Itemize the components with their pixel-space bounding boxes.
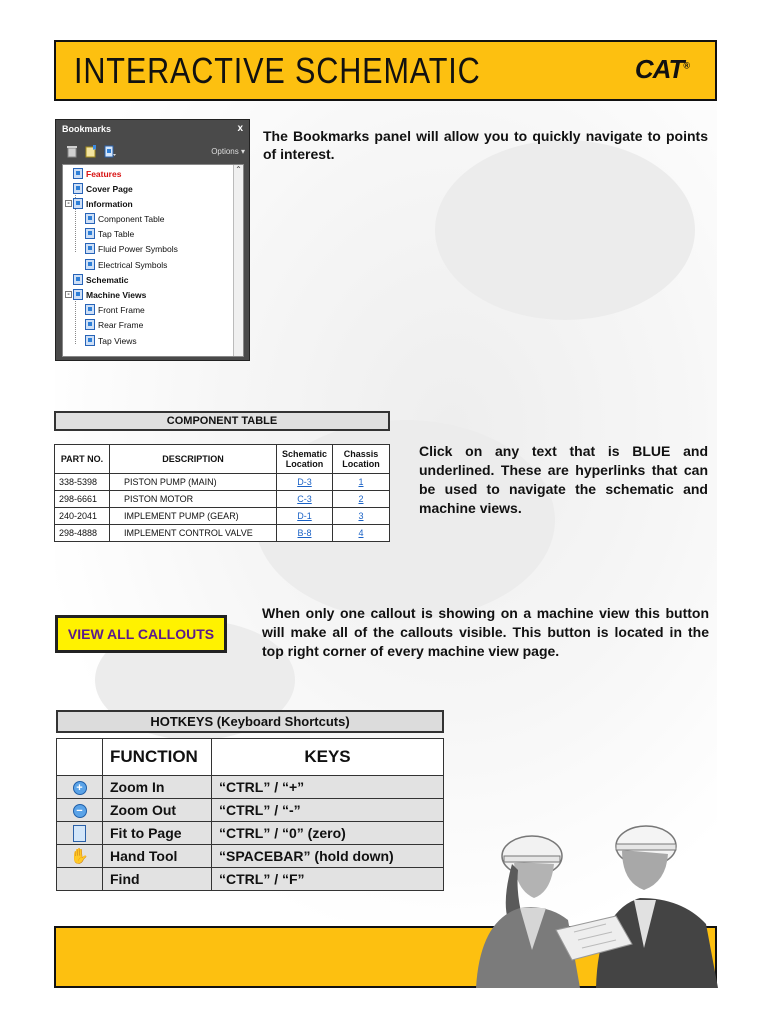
hand-tool-icon: ✋: [70, 847, 89, 865]
chassis-location-cell: [333, 491, 390, 508]
column-header: [57, 739, 103, 776]
table-row: [55, 474, 390, 491]
hotkey-icon-cell: [57, 868, 103, 891]
bookmark-page-icon: [85, 259, 95, 270]
bookmark-item[interactable]: [85, 304, 145, 315]
bookmark-item[interactable]: [85, 243, 178, 254]
bookmark-page-icon: [73, 183, 83, 194]
bookmark-label: Front Frame: [98, 304, 145, 315]
schematic-location-cell: [277, 508, 333, 525]
part-number-cell: 298-4888: [55, 525, 110, 542]
bookmark-page-icon: [85, 228, 95, 239]
bookmark-label: Electrical Symbols: [98, 259, 168, 270]
hotkey-row: [57, 845, 444, 868]
chassis-location-cell: [333, 525, 390, 542]
bookmark-item[interactable]: [85, 213, 164, 224]
chassis-location-link[interactable]: 2: [358, 494, 364, 504]
schematic-location-cell: [277, 474, 333, 491]
part-number-cell: 298-6661: [55, 491, 110, 508]
bookmarks-panel: [55, 119, 250, 361]
schematic-location-link[interactable]: B-8: [297, 528, 312, 538]
schematic-location-cell: [277, 491, 333, 508]
bookmark-label: Tap Table: [98, 228, 135, 239]
schematic-location-link[interactable]: D-1: [297, 511, 312, 521]
bookmark-page-icon: [73, 168, 83, 179]
hotkey-row: [57, 868, 444, 891]
bookmark-item[interactable]: [73, 274, 129, 285]
hotkey-icon-cell: [57, 822, 103, 845]
bookmark-page-icon: [85, 243, 95, 254]
scroll-up-icon[interactable]: ⌃: [235, 165, 242, 174]
hotkey-function: Zoom In: [103, 776, 212, 799]
column-header: KEYS: [212, 739, 444, 776]
hotkey-icon-cell: [57, 799, 103, 822]
hotkey-function: Fit to Page: [103, 822, 212, 845]
schematic-location-link[interactable]: D-3: [297, 477, 312, 487]
options-menu[interactable]: Options ▾: [211, 147, 245, 156]
bookmark-label: Fluid Power Symbols: [98, 243, 178, 254]
chassis-location-cell: [333, 474, 390, 491]
bookmark-label: Rear Frame: [98, 319, 144, 330]
column-header: Schematic Location: [277, 445, 333, 474]
scrollbar[interactable]: [233, 165, 243, 356]
schematic-location-cell: [277, 525, 333, 542]
hotkey-function: Hand Tool: [103, 845, 212, 868]
bookmark-label: Component Table: [98, 213, 165, 224]
component-table-title: COMPONENT TABLE: [54, 411, 390, 431]
chassis-location-link[interactable]: 3: [358, 511, 364, 521]
hotkey-keys: “CTRL” / “+”: [212, 776, 444, 799]
hotkey-icon-cell: [57, 845, 103, 868]
bookmark-label: Machine Views: [86, 289, 147, 300]
collapse-icon[interactable]: -: [65, 200, 72, 207]
hotkey-row: [57, 822, 444, 845]
bookmark-item[interactable]: [65, 198, 133, 209]
hotkey-keys: “CTRL” / “F”: [212, 868, 444, 891]
chassis-location-link[interactable]: 4: [358, 528, 364, 538]
hotkey-function: Find: [103, 868, 212, 891]
bookmark-item[interactable]: [73, 168, 121, 179]
table-row: [55, 508, 390, 525]
column-header: DESCRIPTION: [110, 445, 277, 474]
view-all-callouts-button[interactable]: VIEW ALL CALLOUTS: [55, 615, 227, 653]
table-row: [55, 491, 390, 508]
bookmark-tree: [62, 164, 244, 357]
trash-icon[interactable]: [66, 145, 78, 158]
description-cell: PISTON PUMP (MAIN): [110, 474, 277, 491]
hotkey-row: [57, 799, 444, 822]
view-all-description: When only one callout is showing on a machine view this button will make all of the callouts visible. This button is located in the top right corner of every machine view page.: [262, 605, 709, 659]
bookmark-label: Cover Page: [86, 183, 133, 194]
column-header: Chassis Location: [333, 445, 390, 474]
bookmark-item[interactable]: [73, 183, 133, 194]
bookmark-label: Information: [86, 198, 133, 209]
hotkey-keys: “CTRL” / “-”: [212, 799, 444, 822]
column-header: FUNCTION: [103, 739, 212, 776]
chassis-location-cell: [333, 508, 390, 525]
bookmarks-description: The Bookmarks panel will allow you to quickly navigate to points of interest.: [263, 128, 708, 162]
hyperlink-description: Click on any text that is BLUE and underlined. These are hyperlinks that can be used to navigate the schematic and machine views.: [419, 443, 708, 516]
bookmark-page-icon: [73, 198, 83, 209]
page-title: INTERACTIVE SCHEMATIC: [74, 50, 481, 91]
bookmark-item[interactable]: [65, 289, 146, 300]
bookmark-label: Schematic: [86, 274, 129, 285]
table-row: [55, 525, 390, 542]
hotkey-keys: “SPACEBAR” (hold down): [212, 845, 444, 868]
description-cell: PISTON MOTOR: [110, 491, 277, 508]
page-header: [54, 40, 717, 101]
schematic-location-link[interactable]: C-3: [297, 494, 312, 504]
component-table: [54, 444, 390, 542]
zoom-out-icon: −: [73, 804, 87, 818]
column-header: PART NO.: [55, 445, 110, 474]
new-bookmark-icon[interactable]: [85, 145, 97, 158]
bookmark-item[interactable]: [85, 228, 134, 239]
hotkey-row: [57, 776, 444, 799]
bookmark-label: Features: [86, 168, 122, 179]
bookmark-page-icon: [85, 304, 95, 315]
bookmark-options-icon[interactable]: [104, 145, 116, 158]
zoom-in-icon: +: [73, 781, 87, 795]
bookmark-label: Tap Views: [98, 335, 137, 346]
bookmark-page-icon: [85, 335, 95, 346]
bookmark-item[interactable]: [85, 335, 137, 346]
bookmark-item[interactable]: [85, 319, 143, 330]
hotkeys-title: HOTKEYS (Keyboard Shortcuts): [56, 710, 444, 733]
bookmark-page-icon: [73, 289, 83, 300]
collapse-icon[interactable]: -: [65, 291, 72, 298]
hotkeys-table: [56, 738, 444, 891]
part-number-cell: 240-2041: [55, 508, 110, 525]
fit-page-icon: [73, 825, 86, 842]
description-cell: IMPLEMENT PUMP (GEAR): [110, 508, 277, 525]
bookmark-page-icon: [73, 274, 83, 285]
hotkey-function: Zoom Out: [103, 799, 212, 822]
part-number-cell: 338-5398: [55, 474, 110, 491]
bookmark-page-icon: [85, 319, 95, 330]
chassis-location-link[interactable]: 1: [358, 477, 364, 487]
construction-workers-image: [456, 820, 718, 988]
description-cell: IMPLEMENT CONTROL VALVE: [110, 525, 277, 542]
close-icon[interactable]: x: [237, 123, 243, 134]
hotkey-keys: “CTRL” / “0” (zero): [212, 822, 444, 845]
bookmark-page-icon: [85, 213, 95, 224]
bookmark-item[interactable]: [85, 259, 167, 270]
cat-logo: CAT®: [634, 54, 689, 84]
hotkey-icon-cell: [57, 776, 103, 799]
bookmarks-panel-title: Bookmarks: [62, 124, 112, 134]
